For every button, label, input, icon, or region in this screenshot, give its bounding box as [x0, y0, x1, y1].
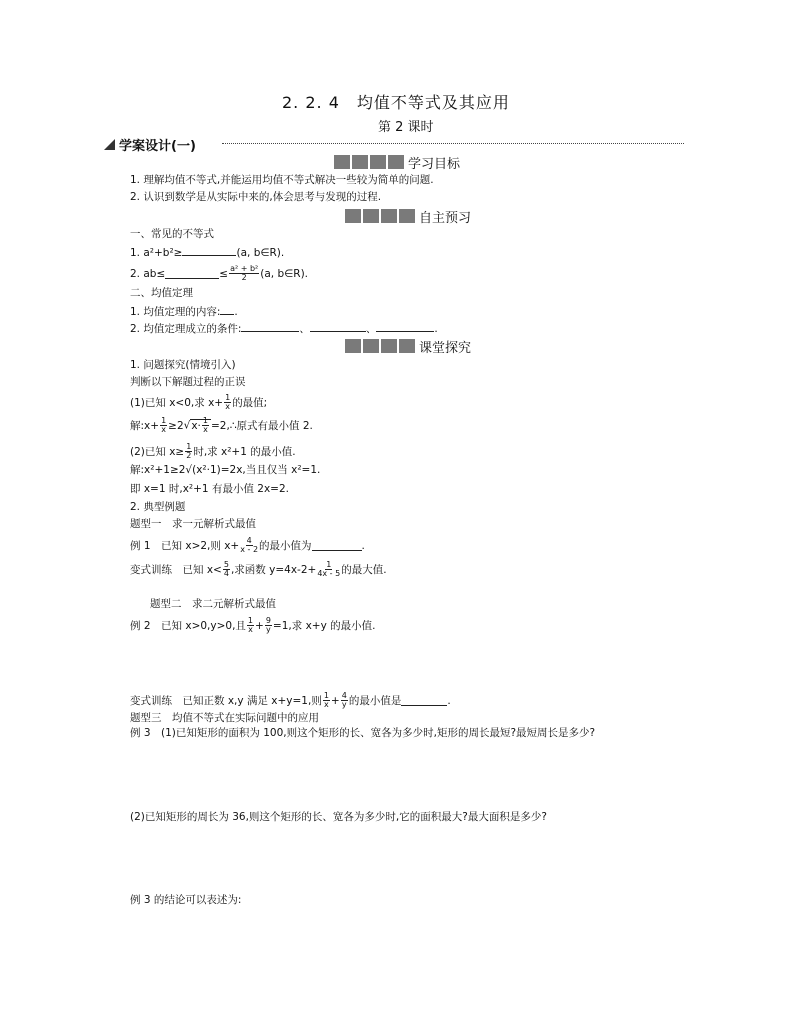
example-3-part-2: (2)已知矩形的周长为 36,则这个矩形的长、宽各为多少时,它的面积最大?最大面积是多少? [130, 811, 547, 823]
answer-blank[interactable] [220, 304, 234, 315]
example-3-conclusion: 例 3 的结论可以表述为: [130, 894, 242, 906]
preview-theorem-conditions: 2. 均值定理成立的条件: 、 、 . [130, 323, 438, 335]
explore-problem-2: (2)已知 x≥ $\frac{1}{2}$ 时,求 x²+1 的最小值. [130, 442, 296, 460]
explore-instruction: 判断以下解题过程的正误 [130, 376, 246, 388]
goal-1: 1. 理解均值不等式,并能运用均值不等式解决一些较为简单的问题. [130, 174, 434, 186]
preview-line-2: 2. ab≤ ≤ $\frac{\text{a² + b²}}{2}$ (a, b∈R). [130, 264, 309, 282]
banner-goals-label: 学习目标 [408, 156, 461, 172]
section-header [104, 135, 196, 154]
preview-theorem-content: 1. 均值定理的内容: . [130, 306, 238, 318]
type-3-heading: 题型三 均值不等式在实际问题中的应用 [130, 712, 319, 724]
answer-blank[interactable] [182, 245, 236, 256]
page-title: 2. 2. 4 均值不等式及其应用 [282, 93, 510, 112]
type-1-heading: 题型一 求一元解析式最值 [130, 518, 256, 530]
answer-blank[interactable] [310, 321, 366, 332]
banner-explore-label: 课堂探究 [419, 340, 472, 356]
type-2-heading: 题型二 求二元解析式最值 [150, 598, 276, 610]
section-triangle-icon [104, 139, 115, 150]
banner-goals [334, 154, 460, 170]
variant-1: 变式训练 已知 x< $\frac{5}{4}$ ,求函数 y=4x-2+ $\frac{1}{4x - 5}$ 的最大值. [130, 560, 387, 578]
section-divider [222, 143, 684, 144]
answer-blank[interactable] [312, 540, 362, 551]
explore-item-1: 1. 问题探究(情境引入) [130, 359, 236, 371]
section-label: 学案设计(一) [119, 139, 196, 154]
preview-heading-1: 一、常见的不等式 [130, 228, 214, 240]
explore-problem-1: (1)已知 x<0,求 x+ $\frac{1}{x}$ 的最值; [130, 393, 268, 411]
answer-blank[interactable] [241, 321, 299, 332]
explore-item-2: 2. 典型例题 [130, 501, 186, 513]
explore-solution-1: 解:x+ $\frac{1}{x}$ ≥2 √x· $\frac{1}{x}$ =2,∴原式有最小值 2. [130, 416, 313, 434]
page-subtitle: 第 2 课时 [378, 120, 434, 135]
answer-blank[interactable] [165, 268, 219, 279]
answer-blank[interactable] [401, 695, 447, 706]
variant-2: 变式训练 已知正数 x,y 满足 x+y=1,则 $\frac{1}{x}$ + $\frac{4}{y}$ 的最小值是 . [130, 691, 451, 709]
banner-explore [345, 338, 471, 354]
explore-solution-2: 解:x²+1≥2√(x²·1)=2x,当且仅当 x²=1. [130, 464, 321, 476]
goal-2: 2. 认识到数学是从实际中来的,体会思考与发现的过程. [130, 191, 382, 203]
example-2: 例 2 已知 x>0,y>0,且 $\frac{1}{x}$ + $\frac{9}{y}$ =1,求 x+y 的最小值. [130, 616, 376, 634]
preview-line-1: 1. a²+b²≥ (a, b∈R). [130, 247, 285, 259]
example-3-part-1: 例 3 (1)已知矩形的面积为 100,则这个矩形的长、宽各为多少时,矩形的周长最短?最短周长是多少? [130, 727, 596, 739]
preview-heading-2: 二、均值定理 [130, 287, 193, 299]
banner-preview [345, 208, 471, 224]
example-1: 例 1 已知 x>2,则 x+ $\frac{4}{x - 2}$ 的最小值为 . [130, 536, 365, 554]
explore-solution-2-cont: 即 x=1 时,x²+1 有最小值 2x=2. [130, 483, 289, 495]
answer-blank[interactable] [376, 321, 434, 332]
banner-preview-label: 自主预习 [419, 210, 472, 226]
